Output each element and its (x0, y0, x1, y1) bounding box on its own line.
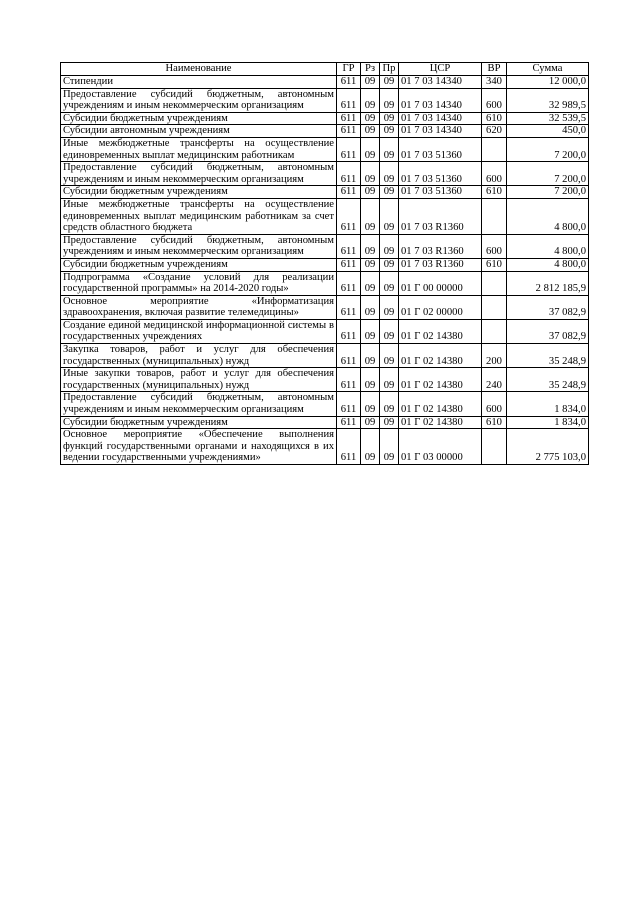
table-row (61, 88, 589, 112)
cell-rz: 09 (361, 76, 380, 89)
cell-pr: 09 (380, 186, 399, 199)
cell-csr: 01 7 03 51360 (399, 186, 482, 199)
cell-csr: 01 Г 03 00000 (399, 429, 482, 465)
cell-sum: 12 000,0 (507, 76, 589, 89)
cell-rz: 09 (361, 162, 380, 186)
cell-gr: 611 (337, 416, 361, 429)
cell-csr: 01 Г 00 00000 (399, 271, 482, 295)
cell-gr: 611 (337, 112, 361, 125)
cell-vr: 240 (482, 368, 507, 392)
header-vr: ВР (482, 63, 507, 76)
cell-vr (482, 137, 507, 161)
cell-sum: 32 539,5 (507, 112, 589, 125)
cell-gr: 611 (337, 271, 361, 295)
cell-rz: 09 (361, 416, 380, 429)
cell-gr: 611 (337, 319, 361, 343)
cell-pr: 09 (380, 295, 399, 319)
table-row (61, 186, 589, 199)
cell-csr: 01 7 03 51360 (399, 137, 482, 161)
cell-vr: 610 (482, 186, 507, 199)
cell-gr: 611 (337, 429, 361, 465)
header-sum: Сумма (507, 63, 589, 76)
cell-vr: 600 (482, 88, 507, 112)
cell-name: Предоставление субсидий бюджетным, автономным учреждениям и иным некоммерческим организациям (61, 392, 337, 416)
cell-csr: 01 Г 02 00000 (399, 295, 482, 319)
cell-name: Закупка товаров, работ и услуг для обеспечения государственных (муниципальных) нужд (61, 344, 337, 368)
cell-gr: 611 (337, 88, 361, 112)
header-pr: Пр (380, 63, 399, 76)
cell-name: Создание единой медицинской информационной системы в государственных учреждениях (61, 319, 337, 343)
cell-sum: 4 800,0 (507, 258, 589, 271)
cell-pr: 09 (380, 125, 399, 138)
cell-vr: 340 (482, 76, 507, 89)
header-gr: ГР (337, 63, 361, 76)
cell-vr: 610 (482, 112, 507, 125)
cell-vr: 620 (482, 125, 507, 138)
cell-pr: 09 (380, 258, 399, 271)
cell-gr: 611 (337, 76, 361, 89)
cell-name: Субсидии бюджетным учреждениям (61, 112, 337, 125)
table-row (61, 392, 589, 416)
cell-rz: 09 (361, 258, 380, 271)
cell-sum: 2 812 185,9 (507, 271, 589, 295)
table-row (61, 112, 589, 125)
cell-gr: 611 (337, 125, 361, 138)
cell-rz: 09 (361, 429, 380, 465)
cell-vr (482, 429, 507, 465)
cell-name: Иные закупки товаров, работ и услуг для обеспечения государственных (муниципальных) нужд (61, 368, 337, 392)
cell-vr: 610 (482, 258, 507, 271)
cell-vr: 610 (482, 416, 507, 429)
table-row (61, 76, 589, 89)
table-row (61, 295, 589, 319)
cell-vr (482, 319, 507, 343)
table-row (61, 198, 589, 234)
cell-csr: 01 7 03 R1360 (399, 234, 482, 258)
cell-csr: 01 Г 02 14380 (399, 368, 482, 392)
table-row (61, 234, 589, 258)
cell-csr: 01 7 03 R1360 (399, 198, 482, 234)
cell-sum: 35 248,9 (507, 344, 589, 368)
cell-csr: 01 7 03 R1360 (399, 258, 482, 271)
cell-sum: 35 248,9 (507, 368, 589, 392)
cell-sum: 7 200,0 (507, 137, 589, 161)
cell-name: Предоставление субсидий бюджетным, автономным учреждениям и иным некоммерческим организациям (61, 162, 337, 186)
cell-rz: 09 (361, 186, 380, 199)
table-row (61, 137, 589, 161)
cell-sum: 2 775 103,0 (507, 429, 589, 465)
cell-vr (482, 271, 507, 295)
table-row (61, 429, 589, 465)
cell-name: Субсидии автономным учреждениям (61, 125, 337, 138)
table-row (61, 344, 589, 368)
cell-csr: 01 Г 02 14380 (399, 344, 482, 368)
cell-gr: 611 (337, 137, 361, 161)
cell-gr: 611 (337, 344, 361, 368)
cell-pr: 09 (380, 319, 399, 343)
cell-name: Основное мероприятие «Информатизация здравоохранения, включая развитие телемедицины» (61, 295, 337, 319)
table-row (61, 416, 589, 429)
cell-rz: 09 (361, 368, 380, 392)
cell-rz: 09 (361, 112, 380, 125)
cell-sum: 450,0 (507, 125, 589, 138)
table-row (61, 368, 589, 392)
table-row (61, 162, 589, 186)
cell-name: Основное мероприятие «Обеспечение выполнения функций государственными органами и находящихся в их ведении государственными учреждениями» (61, 429, 337, 465)
cell-pr: 09 (380, 344, 399, 368)
cell-sum: 1 834,0 (507, 416, 589, 429)
cell-pr: 09 (380, 162, 399, 186)
cell-pr: 09 (380, 88, 399, 112)
cell-rz: 09 (361, 319, 380, 343)
cell-vr: 600 (482, 234, 507, 258)
cell-rz: 09 (361, 234, 380, 258)
cell-pr: 09 (380, 271, 399, 295)
cell-vr (482, 295, 507, 319)
cell-sum: 4 800,0 (507, 198, 589, 234)
cell-rz: 09 (361, 137, 380, 161)
cell-csr: 01 Г 02 14380 (399, 319, 482, 343)
header-csr: ЦСР (399, 63, 482, 76)
cell-sum: 4 800,0 (507, 234, 589, 258)
cell-csr: 01 7 03 14340 (399, 88, 482, 112)
cell-csr: 01 Г 02 14380 (399, 392, 482, 416)
cell-vr (482, 198, 507, 234)
cell-sum: 32 989,5 (507, 88, 589, 112)
cell-rz: 09 (361, 125, 380, 138)
cell-csr: 01 Г 02 14380 (399, 416, 482, 429)
cell-sum: 37 082,9 (507, 319, 589, 343)
cell-name: Подпрограмма «Создание условий для реализации государственной программы» на 2014-2020 годы» (61, 271, 337, 295)
table-row (61, 258, 589, 271)
cell-csr: 01 7 03 14340 (399, 112, 482, 125)
cell-pr: 09 (380, 198, 399, 234)
cell-rz: 09 (361, 88, 380, 112)
cell-pr: 09 (380, 234, 399, 258)
cell-name: Стипендии (61, 76, 337, 89)
table-body (61, 76, 589, 465)
table-row (61, 271, 589, 295)
cell-pr: 09 (380, 76, 399, 89)
table-header-row (61, 63, 589, 76)
cell-pr: 09 (380, 416, 399, 429)
cell-pr: 09 (380, 137, 399, 161)
cell-name: Иные межбюджетные трансферты на осуществление единовременных выплат медицинским работникам (61, 137, 337, 161)
cell-name: Субсидии бюджетным учреждениям (61, 258, 337, 271)
cell-rz: 09 (361, 198, 380, 234)
cell-gr: 611 (337, 258, 361, 271)
cell-gr: 611 (337, 162, 361, 186)
cell-rz: 09 (361, 271, 380, 295)
cell-sum: 7 200,0 (507, 186, 589, 199)
cell-pr: 09 (380, 368, 399, 392)
header-name: Наименование (61, 63, 337, 76)
cell-sum: 37 082,9 (507, 295, 589, 319)
cell-pr: 09 (380, 429, 399, 465)
cell-gr: 611 (337, 186, 361, 199)
table-row (61, 125, 589, 138)
cell-gr: 611 (337, 234, 361, 258)
cell-gr: 611 (337, 392, 361, 416)
header-rz: Рз (361, 63, 380, 76)
cell-gr: 611 (337, 198, 361, 234)
cell-rz: 09 (361, 392, 380, 416)
cell-gr: 611 (337, 295, 361, 319)
cell-pr: 09 (380, 112, 399, 125)
cell-csr: 01 7 03 14340 (399, 125, 482, 138)
cell-rz: 09 (361, 344, 380, 368)
cell-name: Предоставление субсидий бюджетным, автономным учреждениям и иным некоммерческим организациям (61, 234, 337, 258)
cell-gr: 611 (337, 368, 361, 392)
cell-vr: 600 (482, 392, 507, 416)
cell-vr: 600 (482, 162, 507, 186)
cell-csr: 01 7 03 14340 (399, 76, 482, 89)
cell-name: Субсидии бюджетным учреждениям (61, 186, 337, 199)
cell-pr: 09 (380, 392, 399, 416)
cell-sum: 1 834,0 (507, 392, 589, 416)
table-row (61, 319, 589, 343)
cell-vr: 200 (482, 344, 507, 368)
cell-rz: 09 (361, 295, 380, 319)
cell-name: Иные межбюджетные трансферты на осуществление единовременных выплат медицинским работникам за счет средств областного бюджета (61, 198, 337, 234)
cell-csr: 01 7 03 51360 (399, 162, 482, 186)
cell-sum: 7 200,0 (507, 162, 589, 186)
budget-table (60, 62, 589, 465)
cell-name: Предоставление субсидий бюджетным, автономным учреждениям и иным некоммерческим организациям (61, 88, 337, 112)
cell-name: Субсидии бюджетным учреждениям (61, 416, 337, 429)
